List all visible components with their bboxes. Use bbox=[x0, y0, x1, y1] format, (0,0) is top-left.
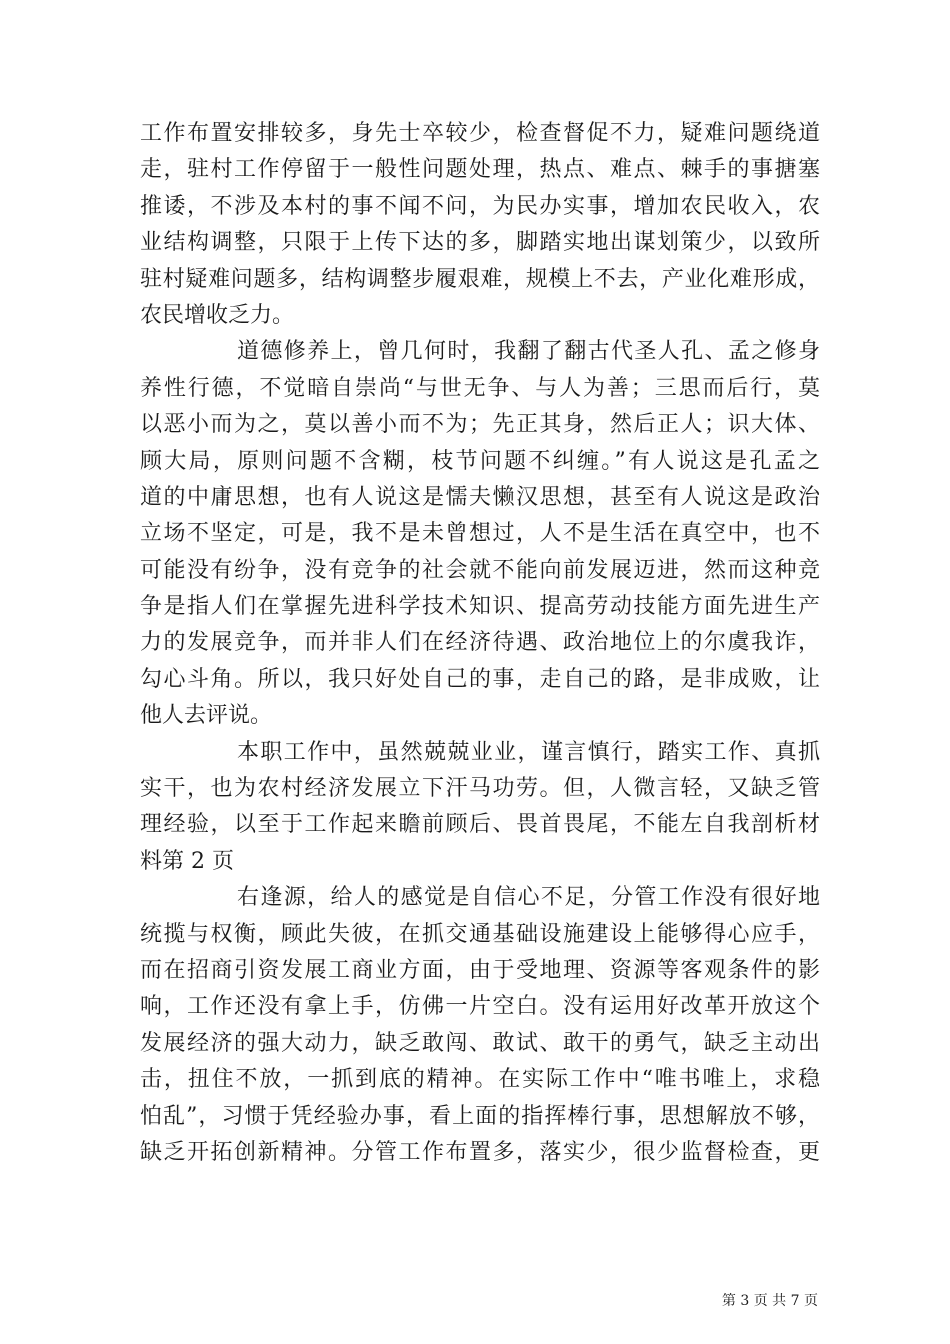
text-line: 道的中庸思想，也有人说这是懦夫懒汉思想，甚至有人说这是政治 bbox=[140, 484, 820, 510]
text-line: 可能没有纷争，没有竞争的社会就不能向前发展迈进，然而这种竞 bbox=[140, 557, 820, 583]
text-line: 立场不坚定，可是，我不是未曾想过，人不是生活在真空中，也不 bbox=[140, 521, 820, 547]
text-line: 工作布置安排较多，身先士卒较少，检查督促不力，疑难问题绕道 bbox=[140, 121, 820, 146]
text-line: 料第 2 页 bbox=[140, 848, 234, 874]
text-line: 响，工作还没有拿上手，仿佛一片空白。没有运用好改革开放这个 bbox=[140, 994, 820, 1020]
text-line: 农民增收乏力。 bbox=[140, 302, 295, 328]
document-body bbox=[140, 116, 820, 1171]
text-line: 本职工作中，虽然兢兢业业，谨言慎行，踏实工作、真抓 bbox=[237, 739, 820, 765]
text-line: 他人去评说。 bbox=[140, 703, 273, 729]
text-line: 实干，也为农村经济发展立下汗马功劳。但，人微言轻，又缺乏管 bbox=[140, 776, 820, 802]
text-line: 业结构调整，只限于上传下达的多，脚踏实地出谋划策少，以致所 bbox=[140, 230, 820, 256]
text-line: 顾大局，原则问题不含糊，枝节问题不纠缠。”有人说这是孔孟之 bbox=[140, 448, 820, 474]
page-number-footer: 第 3 页 共 7 页 bbox=[721, 1293, 818, 1309]
text-line: 道德修养上，曾几何时，我翻了翻古代圣人孔、孟之修身 bbox=[237, 339, 820, 365]
text-line: 而在招商引资发展工商业方面，由于受地理、资源等客观条件的影 bbox=[140, 957, 820, 983]
text-line: 怕乱”，习惯于凭经验办事，看上面的指挥棒行事，思想解放不够， bbox=[140, 1103, 820, 1129]
text-line: 争是指人们在掌握先进科学技术知识、提高劳动技能方面先进生产 bbox=[140, 594, 820, 620]
paragraph-2 bbox=[140, 334, 820, 734]
text-line: 缺乏开拓创新精神。分管工作布置多，落实少，很少监督检查，更 bbox=[140, 1139, 820, 1165]
paragraph-3 bbox=[140, 735, 820, 881]
text-line: 统揽与权衡，顾此失彼，在抓交通基础设施建设上能够得心应手， bbox=[140, 921, 820, 947]
text-line: 驻村疑难问题多，结构调整步履艰难，规模上不去，产业化难形成， bbox=[140, 266, 820, 292]
paragraph-4 bbox=[140, 880, 820, 1171]
text-line: 力的发展竞争，而并非人们在经济待遇、政治地位上的尔虞我诈， bbox=[140, 630, 820, 656]
text-line: 理经验，以至于工作起来瞻前顾后、畏首畏尾，不能左自我剖析材 bbox=[140, 812, 820, 838]
text-line: 以恶小而为之，莫以善小而不为；先正其身，然后正人；识大体、 bbox=[140, 412, 820, 438]
text-line: 勾心斗角。所以，我只好处自己的事，走自己的路，是非成败，让 bbox=[140, 666, 820, 692]
text-line: 发展经济的强大动力，缺乏敢闯、敢试、敢干的勇气，缺乏主动出 bbox=[140, 1030, 820, 1056]
text-line: 走，驻村工作停留于一般性问题处理，热点、难点、棘手的事搪塞 bbox=[140, 157, 820, 183]
text-line: 推诿，不涉及本村的事不闻不问，为民办实事，增加农民收入，农 bbox=[140, 193, 820, 219]
paragraph-1 bbox=[140, 116, 820, 334]
text-line: 击，扭住不放，一抓到底的精神。在实际工作中“唯书唯上，求稳 bbox=[140, 1067, 820, 1093]
text-line: 右逢源，给人的感觉是自信心不足，分管工作没有很好地 bbox=[237, 885, 820, 911]
text-line: 养性行德，不觉暗自崇尚“与世无争、与人为善；三思而后行，莫 bbox=[140, 375, 820, 401]
